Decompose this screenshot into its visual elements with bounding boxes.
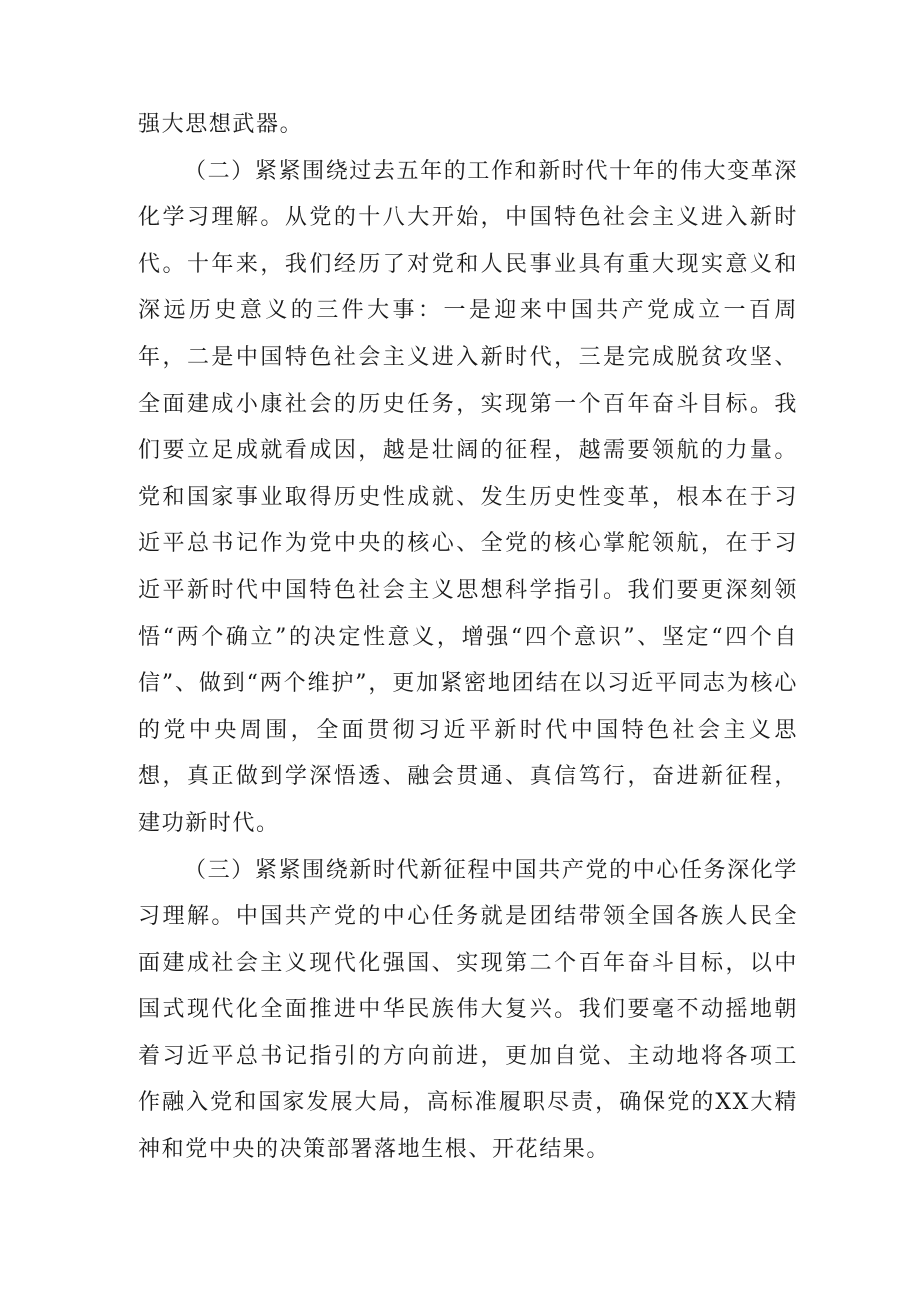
paragraph-continuation: 强大思想武器。	[138, 112, 304, 137]
paragraph-section-three: （三）紧紧围绕新时代新征程中国共产党的中心任务深化学习理解。中国共产党的中心任务就是团结带领全国各族人民全面建成社会主义现代化强国、实现第二个百年奋斗目标，以中国式现代化全面推进中华民族伟大复兴。我们要毫不动摇地朝着习近平总书记指引的方向前进，更加自觉、主动地将各项工作融入党和国家发展大局，高标准履职尽责，确保党的XX大精神和党中央的决策部署落地生根、开花结果。	[138, 857, 798, 1163]
document-body	[138, 102, 798, 1174]
paragraph-section-two: （二）紧紧围绕过去五年的工作和新时代十年的伟大变革深化学习理解。从党的十八大开始，中国特色社会主义进入新时代。十年来，我们经历了对党和人民事业具有重大现实意义和深远历史意义的三件大事：一是迎来中国共产党成立一百周年，二是中国特色社会主义进入新时代，三是完成脱贫攻坚、全面建成小康社会的历史任务，实现第一个百年奋斗目标。我们要立足成就看成因，越是壮阔的征程，越需要领航的力量。党和国家事业取得历史性成就、发生历史性变革，根本在于习近平总书记作为党中央的核心、全党的核心掌舵领航，在于习近平新时代中国特色社会主义思想科学指引。我们要更深刻领悟“两个确立”的决定性意义，增强“四个意识”、坚定“四个自信”、做到“两个维护”，更加紧密地团结在以习近平同志为核心的党中央周围，全面贯彻习近平新时代中国特色社会主义思想，真正做到学深悟透、融会贯通、真信笃行，奋进新征程，建功新时代。	[138, 158, 798, 836]
